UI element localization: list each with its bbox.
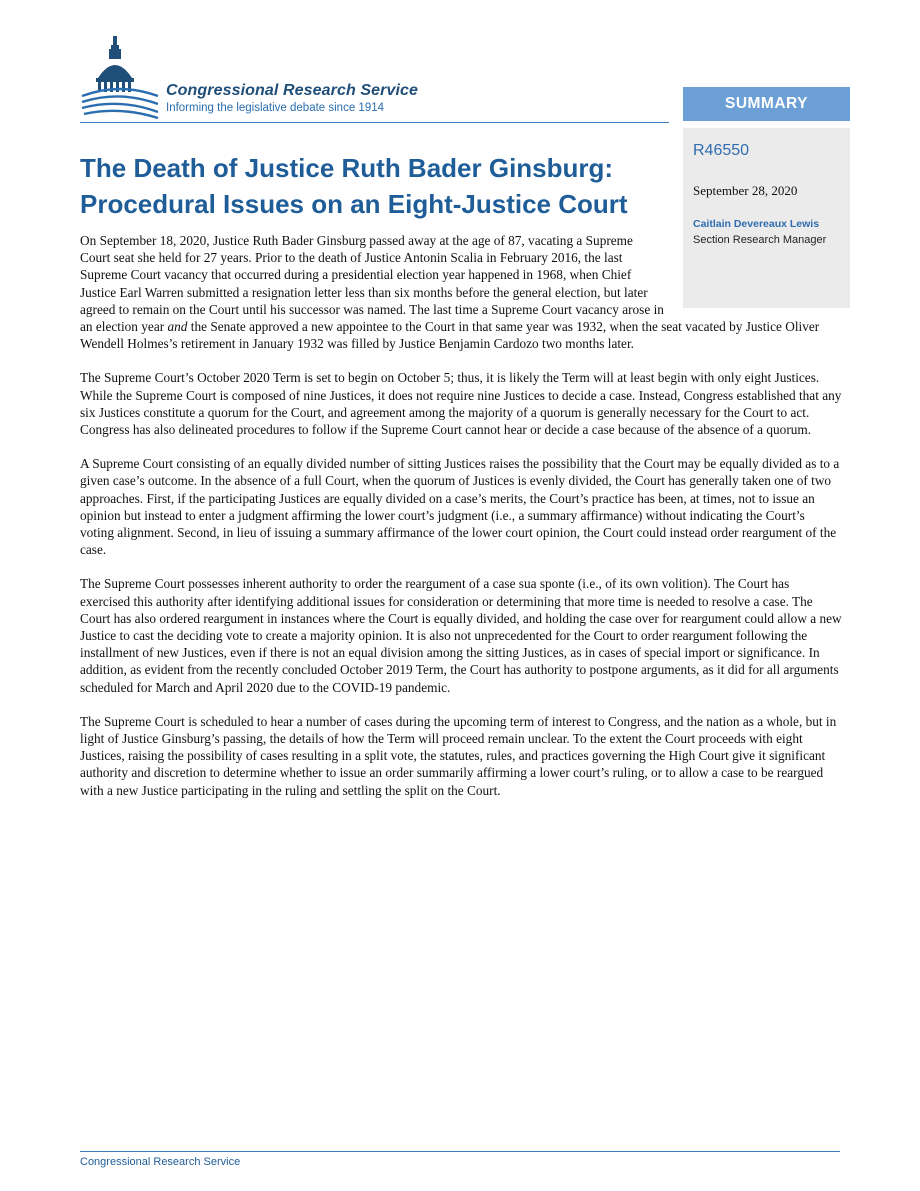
paragraph-1-end: the Senate approved a new appointee to the Court in that same year was 1932, when the seat vacated by Justice Oliver Wendell Holmes’s retirement in January 1932 was filled by Justice Benjamin Cardozo two months later. — [80, 319, 820, 352]
footer-divider — [80, 1151, 840, 1152]
summary-banner — [683, 87, 850, 121]
crs-logo — [80, 34, 670, 124]
author-name: Caitlain Devereaux Lewis — [693, 218, 820, 230]
paragraph-2: The Supreme Court’s October 2020 Term is set to begin on October 5; thus, it is likely the Term will at least begin with only eight Justices. While the Supreme Court is composed of nine Justices, it does not require nine Justices to decide a case. Instead, Congress established that any six Justices constitute a quorum for the Court, and agreement among the majority of a quorum is generally necessary for the Court to act. Congress has also delineated procedures to follow if the Supreme Court cannot hear or decide a case because of the absence of a quorum. — [80, 370, 842, 438]
report-date: September 28, 2020 — [693, 183, 798, 198]
paragraph-5: The Supreme Court is scheduled to hear a number of cases during the upcoming term of interest to Congress, and the nation as a whole, but in light of Justice Ginsburg’s passing, the details of how the Term will proceed remain unclear. To the extent the Court proceeds with eight Justices, raising the possibility of cases resulting in a split vote, the statutes, rules, and practices governing the High Court give it significant authority and discretion to determine whether to issue an order summarily affirming a lower court’s ruling, or to allow a case to be reargued with a new Justice participating in the ruling and settling the split on the Court. — [80, 713, 837, 798]
org-name: Congressional Research Service — [166, 82, 419, 99]
footer-text: Congressional Research Service — [80, 1156, 241, 1168]
paragraph-1-start: On September 18, 2020, Justice Ruth Bader Ginsburg passed away at the age of 87, vacating a Supreme Court seat she held for 27 years. Prior to the death of Justice Antonin Scalia in February 2016, the last Supreme Court vacancy that occurred during a presidential election year happened in 1968, when Chief Justice Earl Warren submitted a resignation letter less than six months before the general election, but later agreed to remain on the Court until his successor was named. The last time a Supreme Court vacancy arose in an election year — [80, 233, 664, 335]
document-body — [80, 232, 842, 816]
header-divider — [80, 122, 669, 123]
org-tagline: Informing the legislative debate since 1914 — [166, 102, 385, 114]
author-title: Section Research Manager — [693, 234, 827, 246]
summary-label: SUMMARY — [724, 95, 808, 112]
paragraph-1-emphasis: and — [167, 319, 188, 335]
sidebar-wrap-spacer — [664, 232, 842, 312]
report-number: R46550 — [693, 142, 750, 159]
document-title: The Death of Justice Ruth Bader Ginsburg: Procedural Issues on an Eight-Justice Court — [80, 153, 628, 219]
paragraph-4: The Supreme Court possesses inherent authority to order the reargument of a case sua sponte (i.e., of its own volition). The Court has exercised this authority after identifying additional issues for consideration or determining that more time is needed to resolve a case. The Court has also ordered reargument in instances where the Court is equally divided, and holding the case over for reargument could allow a new Justice to cast the deciding vote to create a majority opinion. It is also not unprecedented for the Court to order reargument following the installment of new Justices, even if there is not an equal division among the sitting Justices, as in cases of special import or significance. In addition, as evident from the recently concluded October 2019 Term, the Court has authority to postpone arguments, as it did for all arguments scheduled for March and April 2020 due to the COVID-19 pandemic. — [80, 576, 842, 695]
capitol-dome-icon — [80, 34, 160, 120]
paragraph-3: A Supreme Court consisting of an equally divided number of sitting Justices raises the possibility that the Court may be equally divided as to a given case’s outcome. In the absence of a full Court, when the quorum of Justices is evenly divided, the Court has generally taken one of two approaches. First, if the participating Justices are equally divided on a case’s merits, the Court’s practice has been, at times, not to issue an opinion but instead to enter a judgment affirming the lower court’s judgment (i.e., a summary affirmance) without indicating the Court’s voting alignment. Second, in lieu of issuing a summary affirmance of the lower court opinion, the Court could instead order reargument of the case. — [80, 456, 840, 558]
